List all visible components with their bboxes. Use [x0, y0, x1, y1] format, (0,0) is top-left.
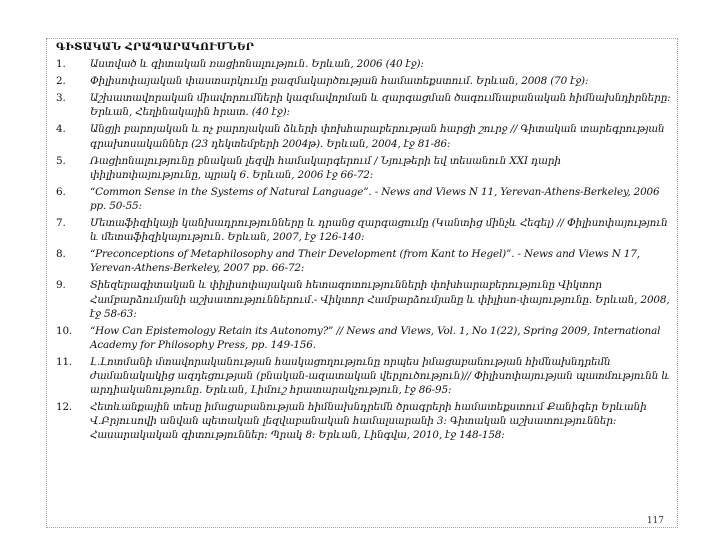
list-item	[56, 247, 676, 275]
section-heading: ԳԻՏԱԿԱՆ ՀՐԱՊԱՐԱԿՈՒՄՆԵՐ	[56, 41, 255, 53]
item-number: 7.	[56, 217, 66, 230]
list-item	[56, 91, 676, 119]
list-item	[56, 154, 676, 182]
item-number: 12.	[56, 401, 73, 414]
list-item	[56, 74, 676, 88]
publications-list-section	[56, 40, 676, 445]
item-text: “Common Sense in the Systems of Natural Language”. - News and Views N 11, Yerevan-Athens-Berkeley, 2006 pp. 50-55:	[90, 185, 660, 212]
list-item	[56, 400, 676, 442]
item-text: “Preconceptions of Metaphilosophy and Their Development (from Kant to Hegel)”. - News and Views N 17, Yerevan-Athens-Berkeley, 2007 pp. 66-72:	[90, 248, 640, 275]
list-item	[56, 57, 676, 71]
item-text: Աշխատավորական միավորումների կազմավորման և զարգացման ծագումնաբանական հիմնախնդիրները: Երևան, Հեղինակային հրատ. (40 էջ):	[90, 92, 671, 119]
list-item	[56, 185, 676, 213]
item-number: 5.	[56, 154, 66, 167]
item-number: 3.	[56, 92, 66, 105]
item-number: 10.	[56, 324, 73, 337]
list-item	[56, 216, 676, 244]
item-text: “How Can Epistemology Retain its Autonomy?” // News and Views, Vol. 1, No 1(22), Spring 2009, International Academy for Philosophy Press, pp. 149-156.	[90, 324, 661, 351]
item-text: Անցյի բարոյական և ոչ բարոյական ձևերի փոխհարաբերության հարցի շուրջ // Գիտական տարեգրության գրախոսականներ (23 դեկտեմբերի 2004թ). Երևան, 2004, էջ 81-86:	[90, 123, 665, 150]
list-item	[56, 324, 676, 352]
item-number: 6.	[56, 185, 66, 198]
item-number: 8.	[56, 248, 66, 261]
item-number: 2.	[56, 75, 66, 88]
list-item	[56, 278, 676, 320]
page-number: 117	[646, 516, 664, 526]
item-text: Հետևանքային տեսը իմացաբանության հիմնախնդրեմն ծրագրերի համատեքստում Քանիգեր Երևանի Վ.Բրյուսովի անվան պետական լեզվաբանական համալսարանի 3: Գիտական աշխատություններ: Հասարակական գիտություններ: Պրակ 8: Երևան, Լինգվա, 2010, էջ 148-158:	[90, 401, 647, 442]
list-item	[56, 355, 676, 397]
item-text: Ռացիոնալությունը բնական լեզվի համակարգերում / Նյութերի եվ տեսանուն XXI դարի փիլիսոփայությունը, պրակ 6. Երևան, 2006 էջ 66-72:	[90, 154, 561, 181]
item-text: Տիեզերագիտական և փիլիսոփայական հետազոտությունների փոխհարաբերությունը Վիկտոր Համբարձումյանի աշխատություններում.- Վիկտոր Համբարձումյանը և փիլիսո-փայությունը. Երևան, 2008, էջ 58-63:	[90, 279, 670, 320]
item-text: Լ.Լոտմանի մտավորականության հասկացողությունը որպես իմացաբանության հիմնախնդրեմն ժամանակակից ազդեցության (բնական-ազատական վերլուծություն)// Փիլիսոփայության պատմությունն և արդիականությունը. Երևան, Լիմուշ հրատարակչություն, էջ 86-95:	[90, 355, 670, 397]
item-number: 11.	[56, 355, 73, 368]
item-text: Փիլիսոփայական փաստարկումը բազմակարծության համատեքստում. Երևան, 2008 (70 էջ):	[90, 75, 589, 88]
item-number: 1.	[56, 58, 66, 71]
item-number: 4.	[56, 123, 66, 136]
item-text: Մետաֆիզիկայի կանխադրությունները և դրանց զարգացումը (Կանտից մինչև Հեգել) // Փիլիսոփայություն և մետաֆիզիկայություն. Երևան, 2007, էջ 126-140:	[90, 217, 668, 244]
item-number: 9.	[56, 279, 66, 292]
item-text: Աստված և գիտական ռացիոնալություն. Երևան, 2006 (40 էջ):	[90, 58, 424, 71]
publications-list	[56, 57, 676, 442]
list-item	[56, 122, 676, 150]
